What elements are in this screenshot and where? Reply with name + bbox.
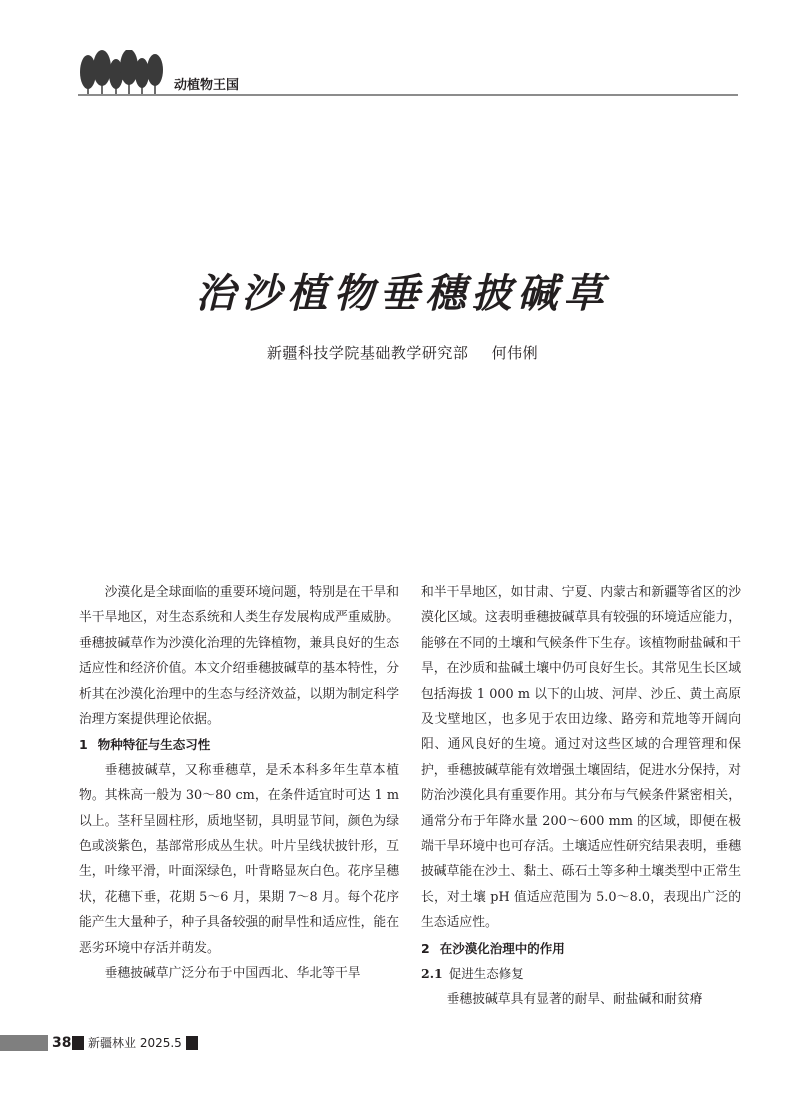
section-1-paragraph-2-continued: 和半干旱地区，如甘肃、宁夏、内蒙古和新疆等省区的沙漠化区域。这表明垂穗披碱草具有较强的环境适应能力，能够在不同的土壤和气候条件下生存。该植物耐盐碱和干旱，在沙质和盐碱土壤中仍可良好生长。其常见生长区域包括海拔 1 000 m 以下的山坡、河岸、沙丘、黄土高原及戈壁地区，也多见于农田边缘、路旁和荒地等开阔向阳、通风良好的生境。通过对这些区域的合理管理和保护，垂穗披碱草能有效增强土壤固结，促进水分保持，对防治沙漠化具有重要作用。其分布与气候条件紧密相关，通常分布于年降水量 200～600 mm 的区域，即便在极端干旱环境中也可存活。土壤适应性研究结果表明，垂穗披碱草能在沙土、黏土、砾石土等多种土壤类型中正常生长，对土壤 pH 值适应范围为 5.0～8.0，表现出广泛的生态适应性。	[421, 585, 741, 931]
left-column	[79, 580, 399, 987]
article-title: 治沙植物垂穗披碱草	[195, 270, 610, 317]
footer-bar	[0, 1035, 48, 1051]
footer-block-right	[186, 1036, 198, 1050]
page-number: 38	[52, 1035, 72, 1051]
section-1-heading	[79, 732, 399, 757]
section-2-heading	[421, 936, 741, 961]
subsection-2-1-title: 促进生态修复	[448, 966, 524, 982]
subsection-2-1-paragraph: 垂穗披碱草具有显著的耐旱、耐盐碱和耐贫瘠	[446, 991, 703, 1007]
author-name: 何伟俐	[491, 344, 539, 362]
section-2-title: 在沙漠化治理中的作用	[439, 940, 565, 956]
trees-icon	[78, 50, 166, 94]
header-rule	[78, 94, 738, 96]
section-1-paragraph-2: 垂穗披碱草广泛分布于中国西北、华北等干旱	[104, 966, 361, 982]
intro-paragraph: 沙漠化是全球面临的重要环境问题，特别是在干旱和半干旱地区，对生态系统和人类生存发展构成严重威胁。垂穗披碱草作为沙漠化治理的先锋植物，兼具良好的生态适应性和经济价值。本文介绍垂穗披碱草的基本特性，分析其在沙漠化治理中的生态与经济效益，以期为制定科学治理方案提供理论依据。	[79, 585, 399, 728]
journal-issue: 新疆林业 2025.5	[88, 1036, 182, 1050]
right-column	[421, 580, 741, 1012]
subsection-2-1-number: 2.1	[421, 966, 443, 982]
section-1-title: 物种特征与生态习性	[97, 737, 211, 753]
page-footer	[0, 1032, 805, 1054]
byline	[0, 342, 805, 363]
footer-block-left	[72, 1036, 84, 1050]
section-2-number: 2	[421, 940, 430, 956]
subsection-2-1-heading	[421, 961, 741, 986]
section-title: 动植物王国	[174, 78, 240, 93]
section-1-number: 1	[79, 737, 88, 753]
page-header	[78, 48, 738, 100]
section-1-paragraph-1: 垂穗披碱草，又称垂穗草，是禾本科多年生草本植物。其株高一般为 30～80 cm，在条件适宜时可达 1 m 以上。茎秆呈圆柱形，质地坚韧，具明显节间，颜色为绿色或淡紫色，基部常形成丛生状。叶片呈线状披针形，互生，叶缘平滑，叶面深绿色，叶背略显灰白色。花序呈穗状，花穗下垂，花期 5～6 月，果期 7～8 月。每个花序能产生大量种子，种子具备较强的耐旱性和适应性，能在恶劣环境中存活并萌发。	[79, 762, 399, 956]
author-affiliation: 新疆科技学院基础教学研究部	[266, 344, 469, 362]
